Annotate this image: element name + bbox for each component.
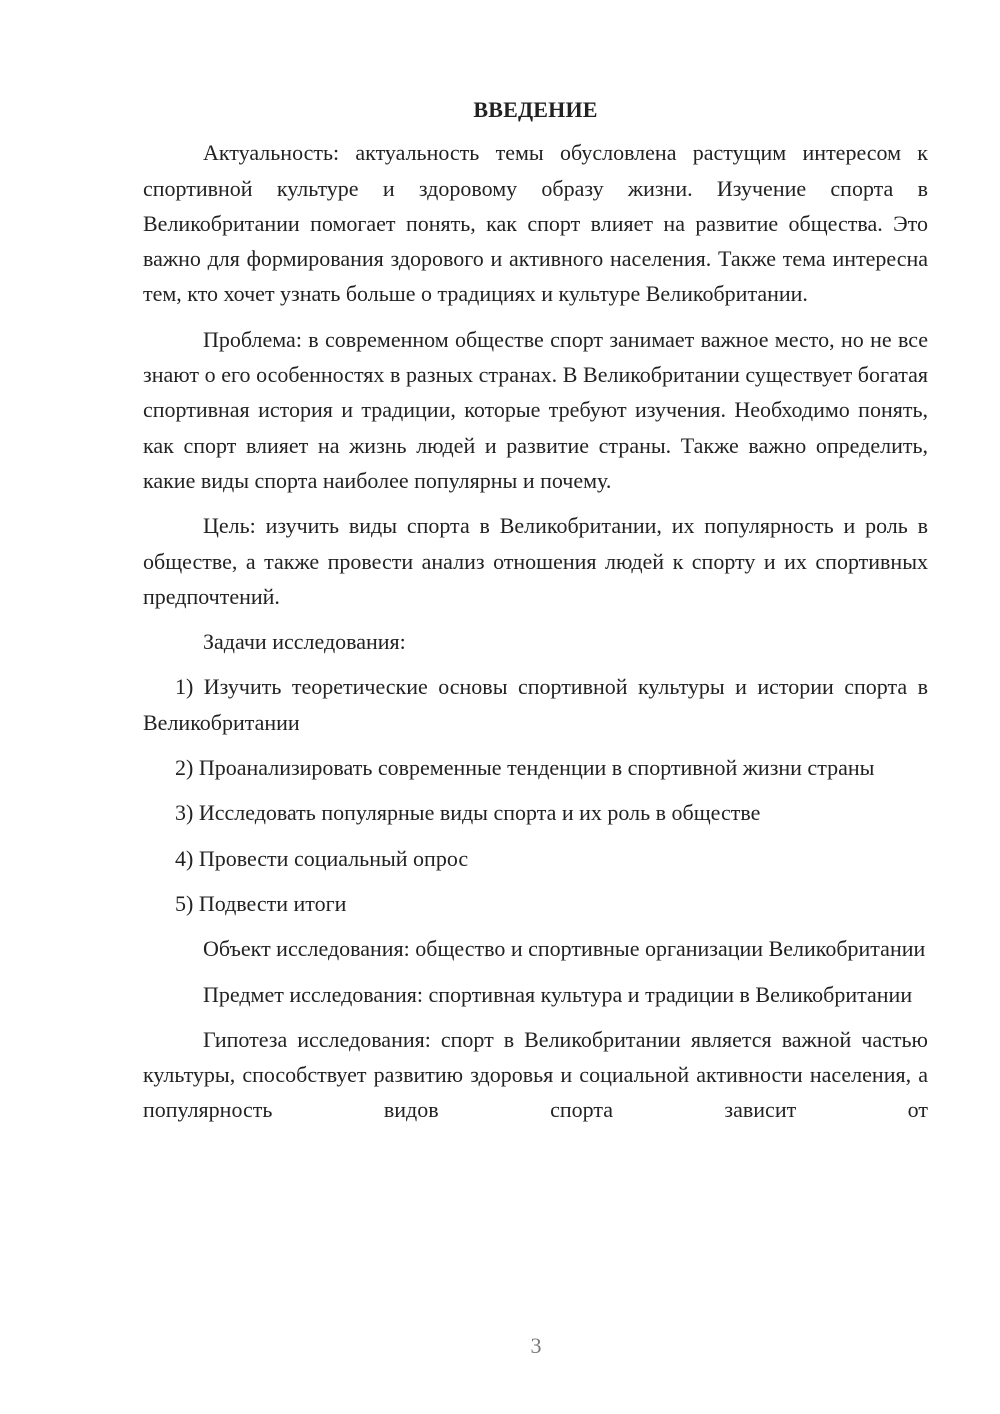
paragraph-subject: Предмет исследования: спортивная культура и традиции в Великобритании xyxy=(203,981,913,1007)
task-item-5: 5) Подвести итоги xyxy=(175,890,347,916)
tasks-title: Задачи исследования: xyxy=(203,629,406,655)
paragraph-hypothesis: Гипотеза исследования: спорт в Великобритании является важной частью культуры, способствует развитию здоровья и социальной активности населения, а популярность видов спорта зависит от xyxy=(143,1026,928,1123)
task-item-4: 4) Провести социальный опрос xyxy=(175,845,469,871)
page-title: ВВЕДЕНИЕ xyxy=(473,97,598,122)
task-item-3: 3) Исследовать популярные виды спорта и их роль в обществе xyxy=(175,800,761,826)
paragraph-goal: Цель: изучить виды спорта в Великобритании, их популярность и роль в обществе, а также провести анализ отношения людей к спорту и их спортивных предпочтений. xyxy=(143,513,928,609)
paragraph-object: Объект исследования: общество и спортивные организации Великобритании xyxy=(203,936,926,962)
page-number: 3 xyxy=(530,1333,542,1358)
paragraph-relevance: Актуальность: актуальность темы обусловлена растущим интересом к спортивной культуре и здоровому образу жизни. Изучение спорта в Великобритании помогает понять, как спорт влияет на развитие общества. Это важно для формирования здорового и активного населения. Также тема интересна тем, кто хочет узнать больше о традициях и культуре Великобритании. xyxy=(143,140,928,307)
task-item-1: 1) Изучить теоретические основы спортивной культуры и истории спорта в Великобритании xyxy=(143,674,928,735)
document-body xyxy=(143,92,928,1138)
task-item-2: 2) Проанализировать современные тенденции в спортивной жизни страны xyxy=(175,755,875,781)
paragraph-problem: Проблема: в современном обществе спорт занимает важное место, но не все знают о его особенностях в разных странах. В Великобритании существует богатая спортивная история и традиции, которые требуют изучения. Необходимо понять, как спорт влияет на жизнь людей и развитие страны. Также важно определить, какие виды спорта наиболее популярны и почему. xyxy=(143,326,928,493)
